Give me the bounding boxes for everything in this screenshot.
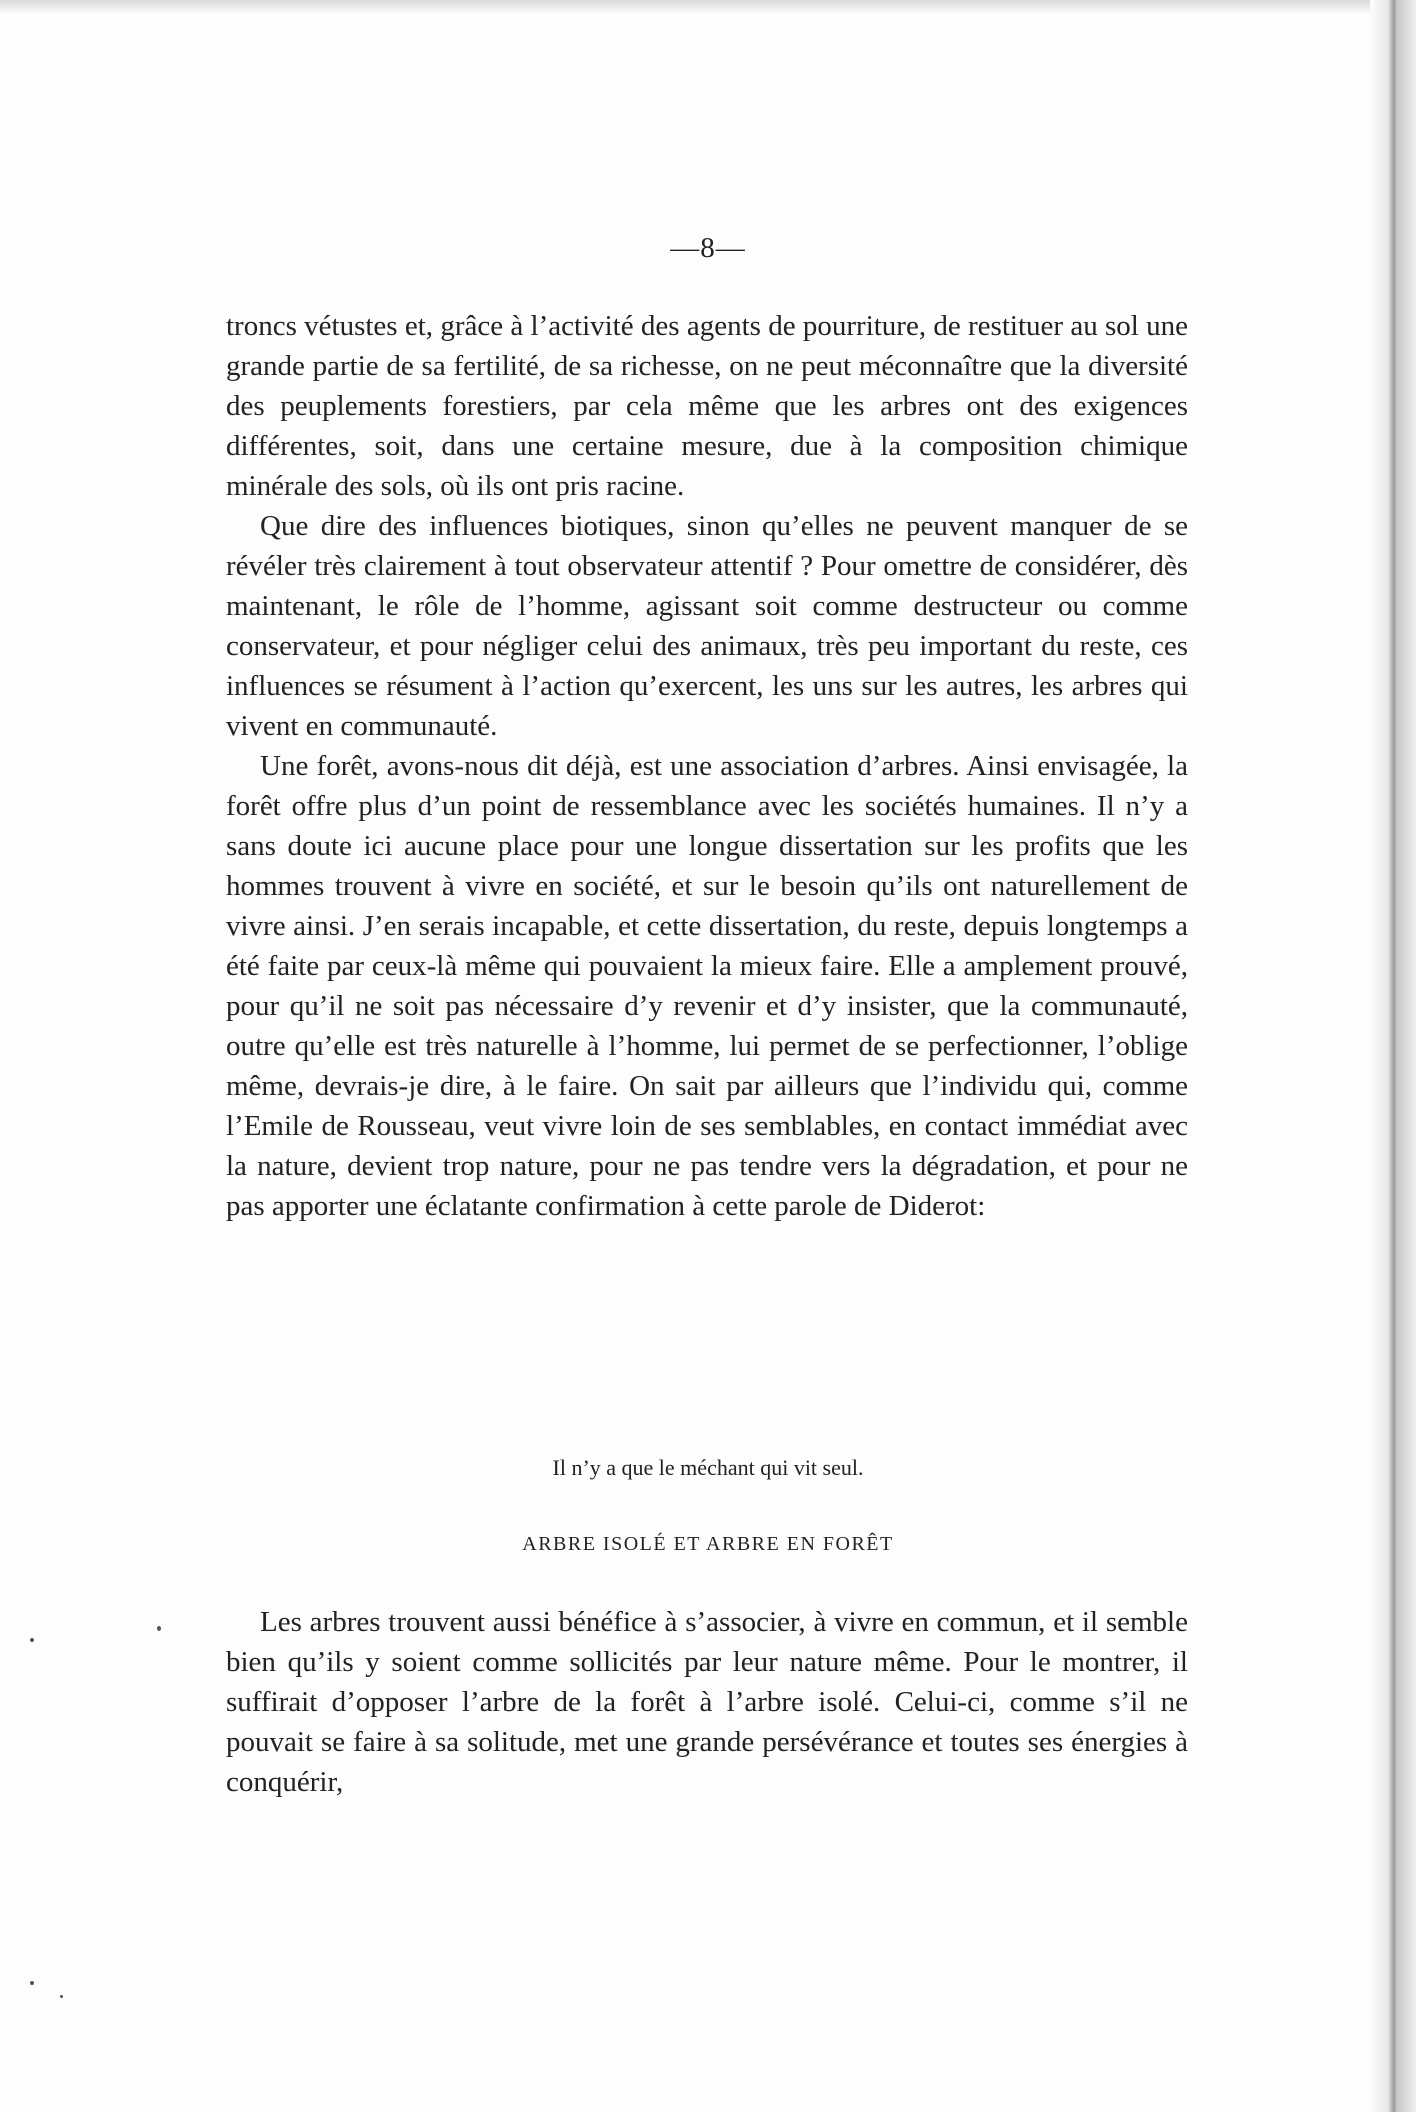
section-heading: ARBRE ISOLÉ ET ARBRE EN FORÊT: [522, 1533, 894, 1555]
paragraph-3: Une forêt, avons-nous dit déjà, est une association d’arbres. Ainsi envisagée, la forêt offre plus d’un point de ressemblance avec les sociétés humaines. Il n’y a sans doute ici aucune place pour une longue dissertation sur les profits que les hommes trouvent à vivre en société, et sur le besoin qu’ils ont naturellement de vivre ainsi. J’en serais incapable, et cette dissertation, du reste, depuis longtemps a été faite par ceux-là même qui pouvaient la mieux faire. Elle a amplement prouvé, pour qu’il ne soit pas nécessaire d’y revenir et d’y insister, que la communauté, outre qu’elle est très naturelle à l’homme, lui permet de se perfectionner, l’oblige même, devrais-je dire, à le faire. On sait par ailleurs que l’individu qui, comme l’Emile de Rousseau, veut vivre loin de ses semblables, en contact immédiat avec la nature, devient trop nature, pour ne pas tendre vers la dégradation, et pour ne pas apporter une éclatante confirmation à cette parole de Diderot:: [226, 750, 1188, 1222]
diderot-quote: Il n’y a que le méchant qui vit seul.: [552, 1455, 864, 1480]
page-number: —8—: [670, 232, 746, 264]
paragraph-1: troncs vétustes et, grâce à l’activité des agents de pourriture, de restituer au sol une grande partie de sa fertilité, de sa richesse, on ne peut méconnaître que la diversité des peuplements forestiers, par cela même que les arbres ont des exigences différentes, soit, dans une certaine mesure, due à la composition chimique minérale des sols, où ils ont pris racine.: [226, 310, 1188, 502]
body-text: [226, 306, 1188, 1226]
scan-speck: [30, 1638, 34, 1642]
scan-top-edge: [0, 0, 1416, 14]
paragraph-2: Que dire des influences biotiques, sinon qu’elles ne peuvent manquer de se révéler très clairement à tout observateur attentif ? Pour omettre de considérer, dès maintenant, le rôle de l’homme, agissant soit comme destructeur ou comme conservateur, et pour négliger celui des animaux, très peu important du reste, ces influences se résument à l’action qu’exercent, les uns sur les autres, les arbres qui vivent en communauté.: [226, 510, 1188, 742]
section-body-text: [226, 1602, 1188, 1802]
scan-speck: [30, 1981, 34, 1985]
section-paragraph-1: Les arbres trouvent aussi bénéfice à s’associer, à vivre en commun, et il semble bien qu’ils y soient comme sollicités par leur nature même. Pour le montrer, il suffirait d’opposer l’arbre de la forêt à l’arbre isolé. Celui-ci, comme s’il ne pouvait se faire à sa solitude, met une grande persévérance et toutes ses énergies à conquérir,: [226, 1606, 1188, 1798]
scan-speck: [157, 1626, 161, 1631]
scan-speck: [60, 1995, 63, 1998]
scan-right-edge: [1370, 0, 1416, 2112]
